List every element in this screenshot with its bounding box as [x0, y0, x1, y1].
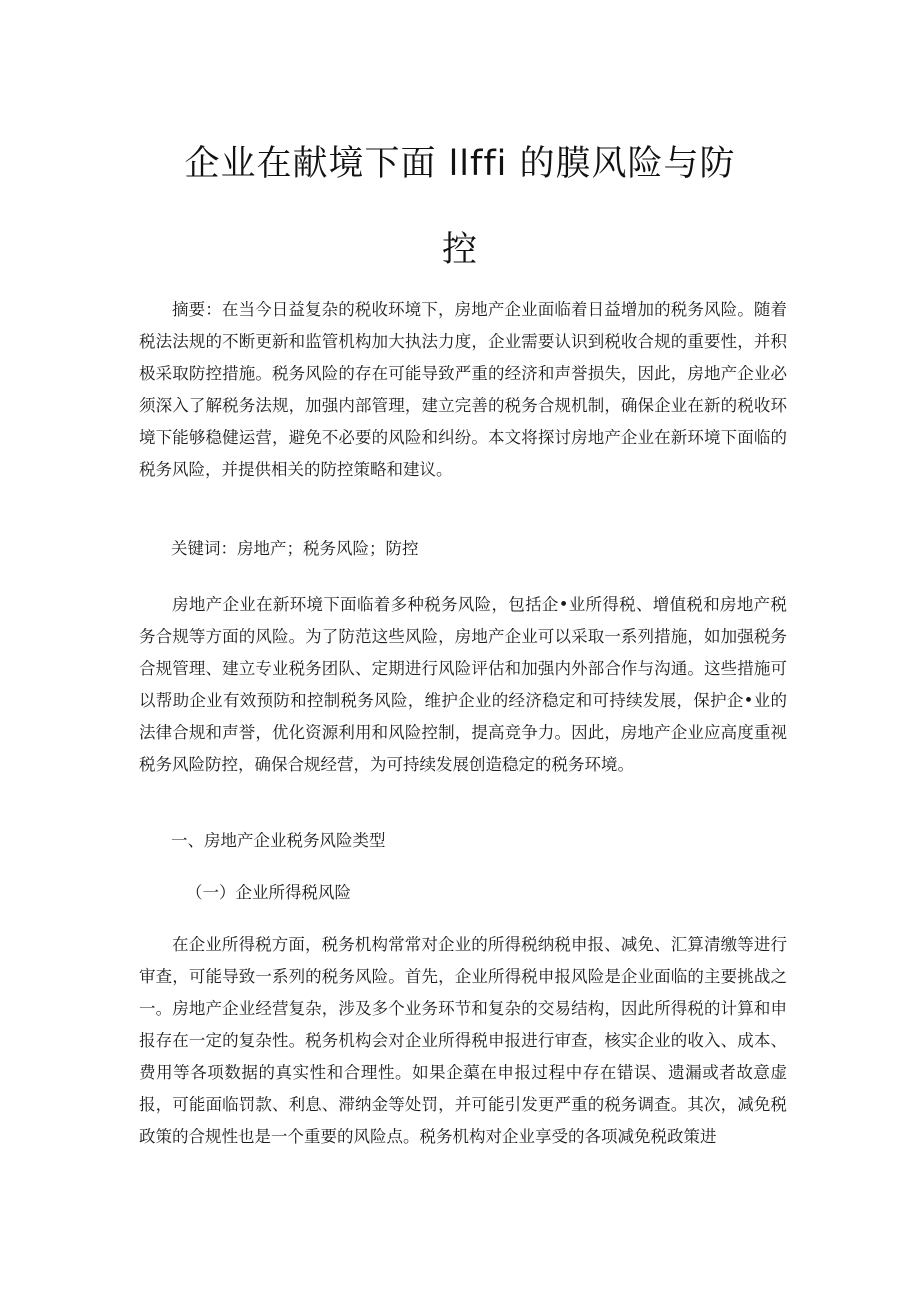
keywords-line: 关键词：房地产；税务风险；防控: [171, 539, 419, 558]
abstract-paragraph: 摘要：在当今日益复杂的税收环境下，房地产企业面临着日益增加的税务风险。随着税法法规的不断更新和监管机构加大执法力度，企业需要认识到税收合规的重要性，并积极采取防控措施。税务风险的存在可能导致严重的经济和声誉损失，因此，房地产企业必须深入了解税务法规，加强内部管理，建立完善的税务合规机制，确保企业在新的税收环境下能够稳健运营，避免不必要的风险和纠纷。本文将探讨房地产企业在新环境下面临的税务风险，并提供相关的防控策略和建议。: [139, 300, 787, 479]
section-heading-1: 一、房地产企业税务风险类型: [171, 831, 386, 850]
document-title-line-2: 控: [441, 230, 478, 270]
document-title-line-1: 企业在献境下面 llffi 的膜风险与防: [184, 144, 736, 184]
body-paragraph-1: 在企业所得税方面，税务机构常常对企业的所得税纳税申报、减免、汇算清缴等进行审查，可能导致一系列的税务风险。首先，企业所得税申报风险是企业面临的主要挑战之一。房地产企业经营复杂，涉及多个业务环节和复杂的交易结构，因此所得税的计算和申报存在一定的复杂性。税务机构会对企业所得税申报进行审查，核实企业的收入、成本、费用等各项数据的真实性和合理性。如果企蕖在申报过程中存在错误、遗漏或者故意虚报，可能面临罚款、利息、滞纳金等处罚，并可能引发更严重的税务调查。其次，减免税政策的合规性也是一个重要的风险点。税务机构对企业享受的各项减免税政策进: [139, 935, 787, 1146]
intro-paragraph: 房地产企业在新环境下面临着多种税务风险，包括企•业所得税、增值税和房地产税务合规等方面的风险。为了防范这些风险，房地产企业可以采取一系列措施，如加强税务合规管理、建立专业税务团队、定期进行风险评估和加强内外部合作与沟通。这些措施可以帮助企业有效预防和控制税务风险，维护企业的经济稳定和可持续发展，保护企•业的法律合规和声誉，优化资源利用和风险控制，提高竞争力。因此，房地产企业应高度重视税务风险防控，确保合规经营，为可持续发展创造稳定的税务环境。: [139, 595, 787, 774]
subsection-heading-1-1: （一）企业所得税风险: [186, 883, 351, 902]
